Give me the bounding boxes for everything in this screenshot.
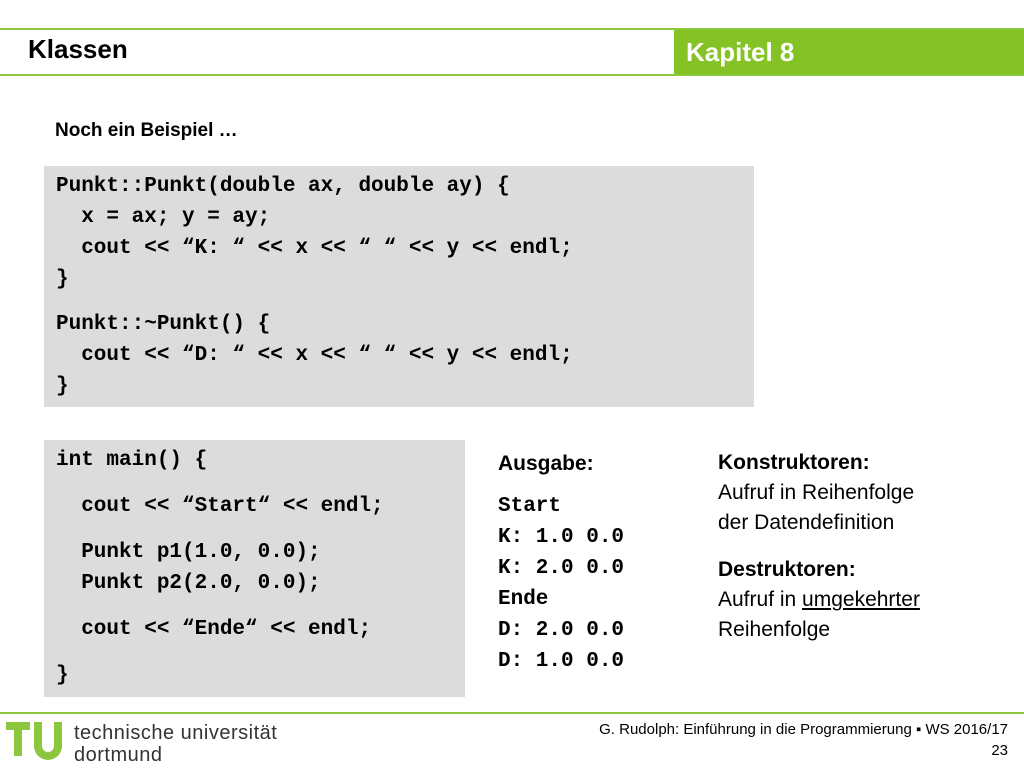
output-line: D: 1.0 0.0 — [498, 650, 625, 673]
university-name — [74, 722, 277, 766]
constructors-text-line: Aufruf in Reihenfolge — [718, 481, 915, 504]
code-line: Punkt::~Punkt() { — [56, 313, 271, 336]
code-line: cout << “Ende“ << endl; — [56, 618, 372, 641]
destructors-text-prefix: Aufruf in — [718, 588, 803, 611]
output-line: Start — [498, 495, 562, 518]
code-line: } — [56, 664, 69, 687]
main-code-block — [44, 440, 465, 697]
output-heading: Ausgabe: — [498, 452, 594, 475]
destructors-text-line — [718, 585, 920, 615]
code-line: cout << “Start“ << endl; — [56, 495, 384, 518]
output-line: K: 1.0 0.0 — [498, 526, 625, 549]
university-line-1: technische universität — [74, 722, 278, 744]
constructors-heading: Konstruktoren: — [718, 451, 870, 474]
code-line: Punkt p1(1.0, 0.0); — [56, 541, 321, 564]
code-line: } — [56, 375, 69, 398]
output-line: Ende — [498, 588, 549, 611]
slide-title: Klassen — [28, 34, 128, 64]
output-line: K: 2.0 0.0 — [498, 557, 625, 580]
code-line: } — [56, 268, 69, 291]
code-line: cout << “K: “ << x << “ “ << y << endl; — [56, 237, 573, 260]
chapter-badge: Kapitel 8 — [674, 30, 1024, 74]
constructors-text-line: der Datendefinition — [718, 511, 895, 534]
output-line: D: 2.0 0.0 — [498, 619, 625, 642]
footer-line — [0, 712, 1024, 714]
slide-subtitle: Noch ein Beispiel … — [55, 120, 238, 141]
page-number: 23 — [991, 742, 1008, 759]
code-line: Punkt::Punkt(double ax, double ay) { — [56, 175, 510, 198]
destructors-text-line: Reihenfolge — [718, 618, 831, 641]
code-line: cout << “D: “ << x << “ “ << y << endl; — [56, 344, 573, 367]
destructors-heading: Destruktoren: — [718, 558, 856, 581]
code-line: Punkt p2(2.0, 0.0); — [56, 572, 321, 595]
footer-credit: G. Rudolph: Einführung in die Programmierung ▪ WS 2016/17 — [599, 721, 1008, 738]
header-bottom-line — [0, 74, 1024, 76]
destructors-text-underlined: umgekehrter — [802, 588, 920, 611]
university-line-2: dortmund — [74, 744, 163, 766]
constructor-code-block — [44, 166, 754, 407]
tu-logo-icon — [6, 716, 66, 764]
code-line: int main() { — [56, 449, 208, 472]
code-line: x = ax; y = ay; — [56, 206, 271, 229]
